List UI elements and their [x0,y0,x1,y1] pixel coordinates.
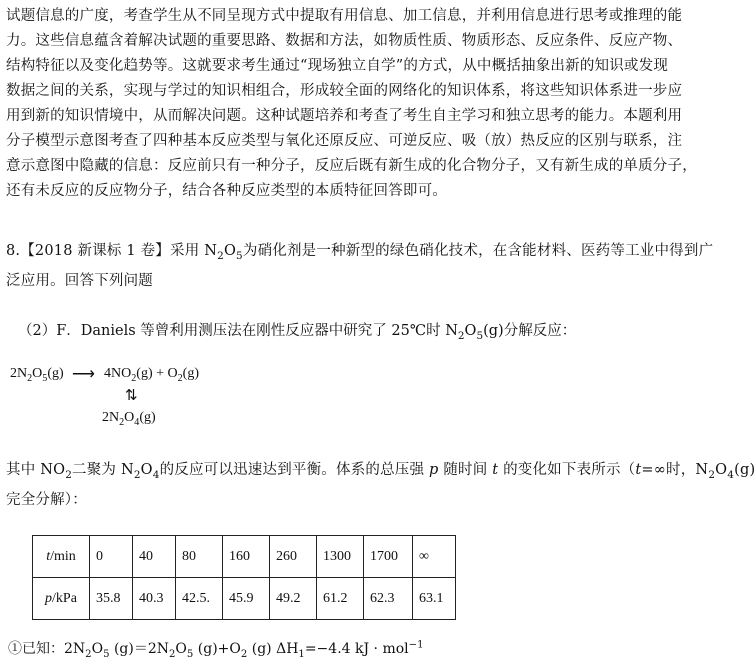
table-cell: 42.5. [176,578,223,620]
equilibrium-arrows: ⇅ [125,388,138,404]
explanation-paragraph [6,4,697,204]
pressure-description [6,458,755,513]
pressure-description-line-2: 完全分解）： [6,491,87,508]
table-cell: 62.3 [364,578,413,620]
text-line: 还有未反应的反应物分子，结合各种反应类型的本质特征回答即可。 [6,183,447,199]
table-cell: 63.1 [413,578,456,620]
table-header-pressure: p/kPa [33,578,90,620]
products: $4NO_2(g) + O_2(g)$ [104,366,199,384]
table-cell: 0 [90,536,133,578]
text-line: 用到新的知识情境中，从而解决问题。这种试题培养和考查了考生自主学习和独立思考的能力。本题利用 [6,108,683,124]
dimer-n2o4: $2N_2O_4(g)$ [102,410,156,428]
text-line: 分子模型示意图考查了四种基本反应类型与氧化还原反应、可逆反应、吸（放）热反应的区别与联系，注 [6,133,683,149]
table-cell: 160 [223,536,270,578]
part-2-intro: （2）F．Daniels 等曾利用测压法在刚性反应器中研究了 25℃时 $N_2O_5(g)$分解反应： [18,323,577,342]
text-line: 数据之间的关系，实现与学过的知识相组合，形成较全面的网络化的知识体系，将这些知识体系进一步应 [6,83,683,99]
question-8-line-2: 泛应用。回答下列问题 [6,272,153,289]
reactant-n2o5: $2N_2O_5(g)$ [10,366,64,384]
table-cell: 45.9 [223,578,270,620]
reaction-scheme [8,362,268,432]
table-cell: 35.8 [90,578,133,620]
table-cell: 1300 [317,536,364,578]
table-row-time [33,536,456,578]
text-line: 力。这些信息蕴含着解决试题的重要思路、数据和方法，如物质性质、物质形态、反应条件、反应产物、 [6,33,683,49]
table-cell: 260 [270,536,317,578]
table-cell: 49.2 [270,578,317,620]
table-cell: 61.2 [317,578,364,620]
question-8 [6,239,714,294]
question-8-line-1: 8.【2018 新课标 1 卷】采用 $N_2O_5$为硝化剂是一种新型的绿色硝化技术，在含能材料、医药等工业中得到广 [6,243,714,262]
text-line: 结构特征以及变化趋势等。这就要求考生通过“现场独立自学”的方式，从中概括抽象出新的知识或发现 [6,58,669,74]
table-cell: 40 [133,536,176,578]
pressure-time-table [32,535,456,620]
text-line: 试题信息的广度，考查学生从不同呈现方式中提取有用信息、加工信息，并利用信息进行思考或推理的能 [6,8,683,24]
pressure-description-line-1: 其中 $NO_2$二聚为 $N_2O_4$的反应可以迅速达到平衡。体系的总压强 p 随时间 t 的变化如下表所示（t=∞时，$N_2O_4(g)$ [6,462,755,481]
table-cell: 40.3 [133,578,176,620]
table-cell: 80 [176,536,223,578]
text-line: 意示意图中隐藏的信息：反应前只有一种分子，反应后既有新生成的化合物分子，又有新生成的单质分子， [6,158,697,174]
reaction-arrow: ⟶ [72,366,95,383]
table-row-pressure [33,578,456,620]
table-header-time: t/min [33,536,90,578]
table-cell: 1700 [364,536,413,578]
table-cell: ∞ [413,536,456,578]
given-equation: ①已知：$2N_2O_5$ $(g)=2N_2O_5$ $(g)+O_2$ (g) $\Delta H_1=-4.4$ kJ · mol$^{-1}$ [8,639,424,660]
